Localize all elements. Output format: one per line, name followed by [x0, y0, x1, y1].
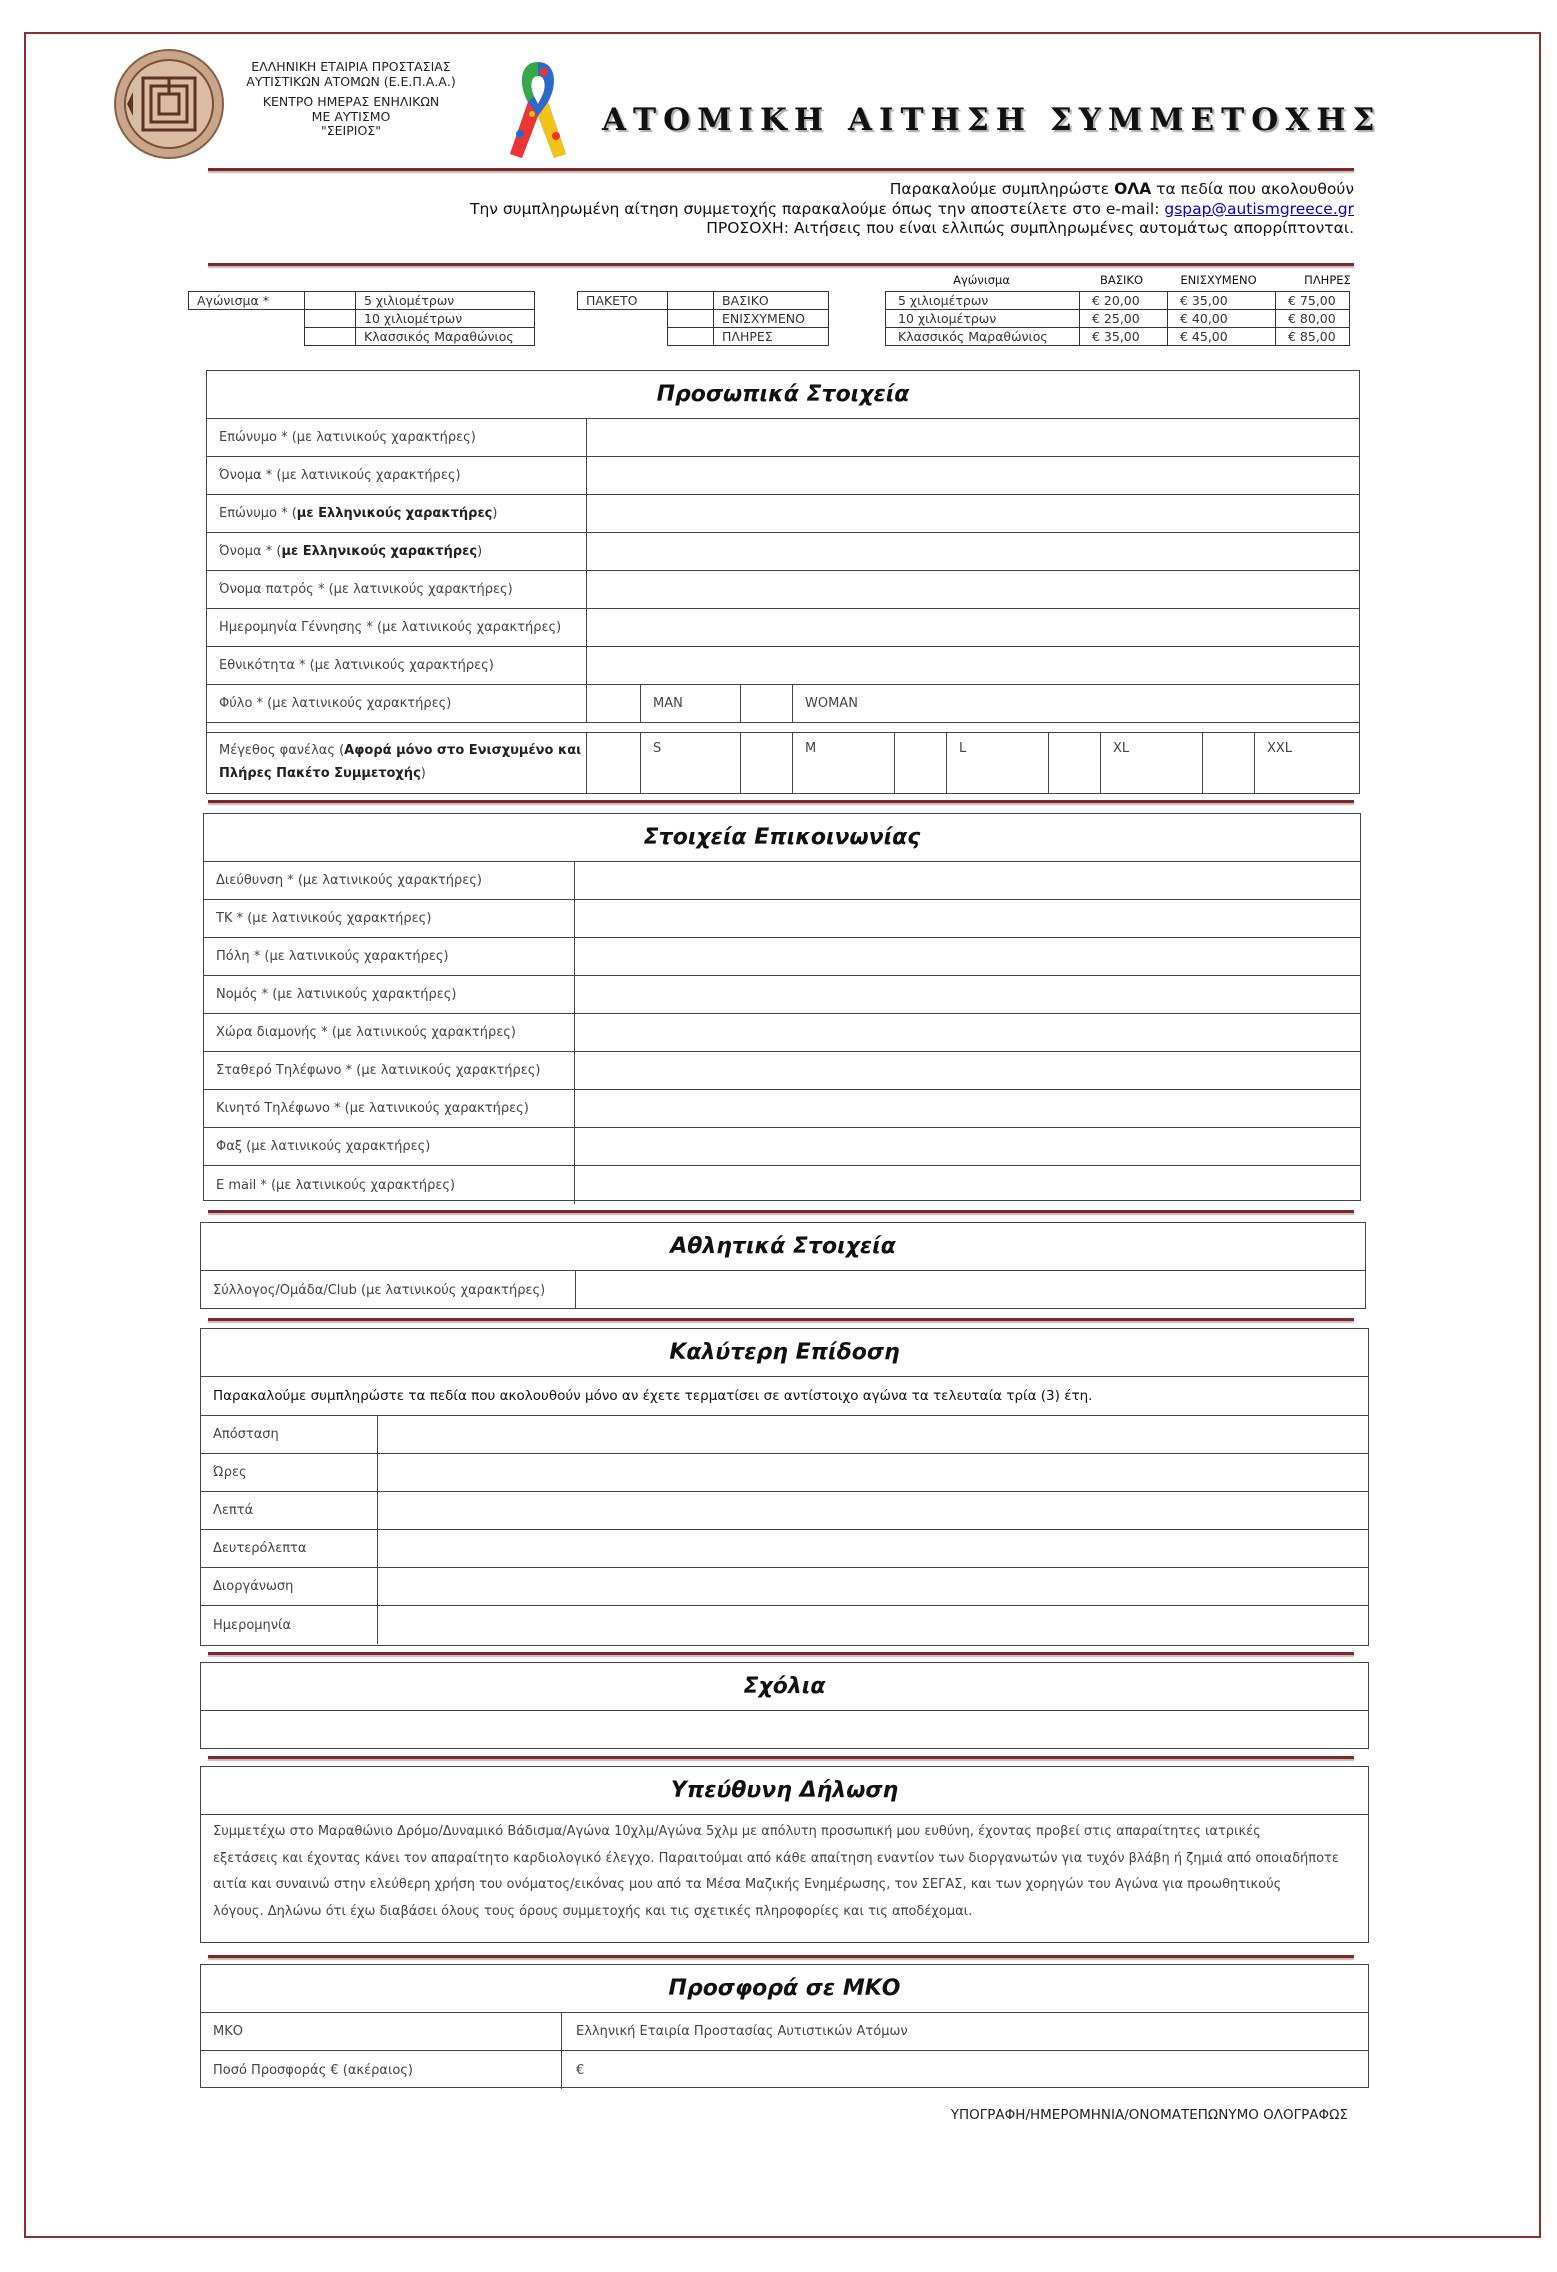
form-row — [201, 1454, 1368, 1492]
field-label: Ώρες — [201, 1454, 378, 1491]
race-label: Αγώνισμα * — [189, 292, 305, 310]
package-checkbox[interactable] — [668, 328, 714, 346]
note-row — [201, 1377, 1368, 1416]
form-row — [201, 1530, 1368, 1568]
text-field[interactable] — [378, 1530, 1368, 1567]
race-option: 5 χιλιομέτρων — [356, 292, 535, 310]
price-row — [886, 310, 1350, 328]
label-text: Όνομα * ( — [219, 544, 282, 559]
spacer — [189, 328, 305, 346]
package-option: ΕΝΙΣΧΥΜΕΝΟ — [714, 310, 829, 328]
field-label: Φαξ (με λατινικούς χαρακτήρες) — [204, 1128, 575, 1165]
instruction-line-1 — [470, 180, 1354, 200]
form-row — [201, 1606, 1368, 1644]
field-label: Απόσταση — [201, 1416, 378, 1453]
label-bold: με Ελληνικούς χαρακτήρες — [296, 506, 493, 521]
field-label: Χώρα διαμονής * (με λατινικούς χαρακτήρες) — [204, 1014, 575, 1051]
form-row — [207, 647, 1359, 685]
org-line: ΕΛΛΗΝΙΚΗ ΕΤΑΙΡΙΑ ΠΡΟΣΤΑΣΙΑΣ — [251, 59, 451, 74]
section-title: Καλύτερη Επίδοση — [201, 1329, 1368, 1377]
section-title: Σχόλια — [201, 1663, 1368, 1711]
form-row — [204, 1128, 1360, 1166]
form-row — [201, 1492, 1368, 1530]
price-cell: € 35,00 — [1168, 292, 1276, 310]
field-label: Φύλο * (με λατινικούς χαρακτήρες) — [207, 685, 587, 722]
label-text: Όνομα * (με λατινικούς χαρακτήρες) — [219, 468, 461, 483]
rule — [208, 1756, 1354, 1759]
rule — [208, 800, 1354, 803]
field-label — [207, 419, 587, 456]
size-checkbox[interactable] — [895, 733, 947, 793]
package-option: ΒΑΣΙΚΟ — [714, 292, 829, 310]
label-text: Όνομα πατρός * (με λατινικούς χαρακτήρες) — [219, 582, 513, 597]
size-checkbox[interactable] — [1049, 733, 1101, 793]
best-note: Παρακαλούμε συμπληρώστε τα πεδία που ακολουθούν μόνο αν έχετε τερματίσει σε αντίστοιχο αγώνα τα τελευταία τρία (3) έτη. — [213, 1388, 1093, 1404]
price-cell: € 75,00 — [1276, 292, 1350, 310]
text-field[interactable] — [587, 457, 1359, 494]
race-option: Κλασσικός Μαραθώνιος — [356, 328, 535, 346]
rule — [208, 168, 1354, 171]
rule — [208, 1210, 1354, 1213]
text-field[interactable] — [575, 1014, 1360, 1051]
label-text: Μέγεθος φανέλας ( — [219, 743, 345, 758]
personal-section — [206, 370, 1360, 794]
text-field[interactable] — [587, 533, 1359, 570]
field-label — [207, 457, 587, 494]
text-field[interactable] — [378, 1568, 1368, 1605]
field-label — [207, 733, 587, 793]
field-label — [207, 571, 587, 608]
gender-checkbox[interactable] — [587, 685, 641, 722]
shirt-size-row — [207, 733, 1359, 793]
form-row — [204, 862, 1360, 900]
comments-section — [200, 1662, 1369, 1749]
size-option: S — [641, 733, 741, 793]
declaration-text — [201, 1815, 1368, 1925]
instructions — [470, 180, 1354, 239]
contact-section — [203, 813, 1361, 1201]
rule — [208, 1955, 1354, 1958]
size-checkbox[interactable] — [587, 733, 641, 793]
best-performance-section — [200, 1328, 1369, 1646]
text-field[interactable] — [378, 1606, 1368, 1644]
instruction-line-2 — [470, 200, 1354, 220]
form-row — [204, 1166, 1360, 1204]
section-title: Προσφορά σε ΜΚΟ — [201, 1965, 1368, 2013]
text-field[interactable] — [575, 938, 1360, 975]
form-row — [204, 1014, 1360, 1052]
field-label — [207, 495, 587, 532]
section-title: Στοιχεία Επικοινωνίας — [204, 814, 1360, 862]
spacer — [578, 310, 668, 328]
price-cell: € 45,00 — [1168, 328, 1276, 346]
field-label: ΤΚ * (με λατινικούς χαρακτήρες) — [204, 900, 575, 937]
spacer — [189, 310, 305, 328]
race-checkbox[interactable] — [305, 328, 356, 346]
autism-ribbon-icon — [498, 54, 578, 162]
size-option: XXL — [1267, 741, 1293, 756]
field-label: Σύλλογος/Ομάδα/Club (με λατινικούς χαρακτήρες) — [201, 1271, 576, 1309]
form-row — [204, 1090, 1360, 1128]
declaration-line: αιτία και συναινώ στην ελεύθερη χρήση του ονόματος/εικόνας μου από τα Μέσα Μαζικής Ενημέρωσης, τον ΣΕΓΑΣ, και των χορηγών του Αγώνα για προωθητικούς — [213, 1877, 1282, 1892]
field-label: Λεπτά — [201, 1492, 378, 1529]
instr-text: τα πεδία που ακολουθούν — [1151, 180, 1354, 198]
price-table — [885, 291, 1350, 346]
spacer — [578, 328, 668, 346]
form-title: ΑΤΟΜΙΚΗ ΑΙΤΗΣΗ ΣΥΜΜΕΤΟΧΗΣ — [602, 102, 1382, 138]
package-table — [577, 291, 829, 346]
field-label: Δευτερόλεπτα — [201, 1530, 378, 1567]
form-row — [207, 457, 1359, 495]
text-field[interactable] — [576, 1271, 1365, 1309]
declaration-section — [200, 1766, 1369, 1943]
org-line: "ΣΕΙΡΙΟΣ" — [321, 123, 381, 138]
price-cell: Κλασσικός Μαραθώνιος — [886, 328, 1080, 346]
instr-bold: ΟΛΑ — [1114, 180, 1152, 198]
label-text: Επώνυμο * ( — [219, 506, 297, 521]
package-option: ΠΛΗΡΕΣ — [714, 328, 829, 346]
form-row — [207, 609, 1359, 647]
form-row — [201, 1416, 1368, 1454]
text-field[interactable] — [587, 571, 1359, 608]
org-line: ΑΥΤΙΣΤΙΚΩΝ ΑΤΟΜΩΝ (Ε.Ε.Π.Α.Α.) — [246, 73, 456, 89]
price-cell: € 40,00 — [1168, 310, 1276, 328]
form-row — [204, 1052, 1360, 1090]
size-checkbox[interactable] — [741, 733, 793, 793]
label-bold: Αφορά μόνο στο Ενισχυμένο και Πλήρες Πακέτο Συμμετοχής — [219, 743, 582, 781]
text-field[interactable] — [587, 647, 1359, 684]
label-text: ) — [477, 544, 483, 559]
text-field[interactable] — [575, 1128, 1360, 1165]
text-field[interactable] — [587, 495, 1359, 532]
org-name-block — [236, 60, 466, 139]
text-field[interactable] — [575, 1166, 1360, 1204]
ngo-value: Ελληνική Εταιρία Προστασίας Αυτιστικών Ατόμων — [576, 2024, 908, 2039]
form-row — [204, 976, 1360, 1014]
field-label: Πόλη * (με λατινικούς χαρακτήρες) — [204, 938, 575, 975]
form-row — [207, 495, 1359, 533]
instr-text: Την συμπληρωμένη αίτηση συμμετοχής παρακαλούμε όπως την αποστείλετε στο e-mail: — [469, 199, 1165, 218]
label-text: Ημερομηνία Γέννησης * (με λατινικούς χαρακτήρες) — [219, 620, 562, 635]
rule — [208, 263, 1354, 266]
field-label — [207, 609, 587, 646]
price-cell: 5 χιλιομέτρων — [886, 292, 1080, 310]
price-cell: 10 χιλιομέτρων — [886, 310, 1080, 328]
text-field[interactable] — [587, 609, 1359, 646]
amount-field[interactable]: € — [576, 2062, 585, 2078]
text-field[interactable] — [575, 1090, 1360, 1127]
price-header: ΕΝΙΣΧΥΜΕΝΟ — [1180, 273, 1257, 287]
size-option: M — [793, 733, 895, 793]
donation-section — [200, 1964, 1369, 2088]
form-row — [204, 938, 1360, 976]
instruction-line-3: ΠΡΟΣΟΧΗ: Αιτήσεις που είναι ελλιπώς συμπληρωμένες αυτομάτως απορρίπτονται. — [706, 219, 1354, 237]
price-header: Αγώνισμα — [953, 273, 1010, 287]
race-option: 10 χιλιομέτρων — [356, 310, 535, 328]
label-bold: με Ελληνικούς χαρακτήρες — [281, 544, 478, 559]
text-field[interactable] — [575, 900, 1360, 937]
label-text: ) — [420, 766, 426, 781]
rule — [208, 1652, 1354, 1655]
field-label: Νομός * (με λατινικούς χαρακτήρες) — [204, 976, 575, 1013]
form-row — [201, 2013, 1368, 2051]
package-label: ΠΑΚΕΤΟ — [578, 292, 668, 310]
gender-row — [207, 685, 1359, 723]
price-cell: € 85,00 — [1276, 328, 1350, 346]
gender-option: MAN — [641, 685, 741, 722]
org-line: ΜΕ ΑΥΤΙΣΜΟ — [311, 108, 391, 124]
size-option: L — [947, 733, 1049, 793]
package-checkbox[interactable] — [668, 310, 714, 328]
price-row — [886, 328, 1350, 346]
form-row — [201, 1271, 1365, 1309]
size-option: XL — [1101, 733, 1203, 793]
section-title: Αθλητικά Στοιχεία — [201, 1223, 1365, 1271]
text-field[interactable] — [575, 1052, 1360, 1089]
price-header: ΒΑΣΙΚΟ — [1099, 273, 1143, 287]
field-label — [207, 533, 587, 570]
field-label: Κινητό Τηλέφωνο * (με λατινικούς χαρακτήρες) — [204, 1090, 575, 1127]
field-label: ΜΚΟ — [201, 2013, 562, 2050]
text-field[interactable] — [575, 862, 1360, 899]
field-label: Διοργάνωση — [201, 1568, 378, 1605]
field-label: Ποσό Προσφοράς € (ακέραιος) — [201, 2051, 562, 2089]
spacer-row — [207, 723, 1359, 733]
declaration-line: λόγους. Δηλώνω ότι έχω διαβάσει όλους τους όρους συμμετοχής και τις σχετικές πληροφορίες και τις αποδέχομαι. — [213, 1903, 973, 1919]
field-label: E mail * (με λατινικούς χαρακτήρες) — [204, 1166, 575, 1204]
field-label: Διεύθυνση * (με λατινικούς χαρακτήρες) — [204, 862, 575, 899]
section-title: Υπεύθυνη Δήλωση — [201, 1767, 1368, 1815]
form-row — [201, 2051, 1368, 2089]
price-cell: € 80,00 — [1276, 310, 1350, 328]
org-seal-logo — [113, 48, 225, 160]
race-table — [188, 291, 535, 346]
section-title: Προσωπικά Στοιχεία — [207, 371, 1359, 419]
price-cell: € 20,00 — [1080, 292, 1168, 310]
form-row — [207, 533, 1359, 571]
instr-text: Παρακαλούμε συμπληρώστε — [889, 180, 1115, 198]
text-field[interactable] — [575, 976, 1360, 1013]
size-checkbox[interactable] — [1203, 733, 1255, 793]
org-line: ΚΕΝΤΡΟ ΗΜΕΡΑΣ ΕΝΗΛΙΚΩΝ — [262, 94, 440, 109]
form-row — [201, 1568, 1368, 1606]
price-row — [886, 292, 1350, 310]
price-header: ΠΛΗΡΕΣ — [1304, 273, 1351, 287]
declaration-line: Συμμετέχω στο Μαραθώνιο Δρόμο/Δυναμικό Βάδισμα/Αγώνα 10χλμ/Αγώνα 5χλμ με απόλυτη προσωπική μου ευθύνη, έχοντας προβεί στις απαραίτητες ιατρικές — [213, 1824, 1261, 1839]
declaration-line: εξετάσεις και έχοντας κάνει τον απαραίτητο καρδιολογικό έλεγχο. Παραιτούμαι από κάθε απαίτηση εναντίον των διοργανωτών για τυχόν βλάβη ή ζημιά από οποιαδήποτε — [213, 1850, 1339, 1866]
form-row — [207, 419, 1359, 457]
label-text: ) — [492, 506, 498, 521]
field-label: Σταθερό Τηλέφωνο * (με λατινικούς χαρακτήρες) — [204, 1052, 575, 1089]
race-checkbox[interactable] — [305, 310, 356, 328]
field-label — [207, 647, 587, 684]
text-field[interactable] — [587, 419, 1359, 456]
form-row — [207, 571, 1359, 609]
comments-field[interactable] — [201, 1711, 1368, 1749]
field-label: Ημερομηνία — [201, 1606, 378, 1644]
text-field[interactable] — [378, 1416, 1368, 1453]
text-field[interactable] — [378, 1454, 1368, 1491]
gender-checkbox[interactable] — [741, 685, 793, 722]
email-link[interactable]: gspap@autismgreece.gr — [1164, 199, 1354, 218]
label-text: Εθνικότητα * (με λατινικούς χαρακτήρες) — [219, 658, 494, 673]
gender-option: WOMAN — [805, 696, 858, 711]
package-checkbox[interactable] — [668, 292, 714, 310]
text-field[interactable] — [378, 1492, 1368, 1529]
form-row — [204, 900, 1360, 938]
race-checkbox[interactable] — [305, 292, 356, 310]
price-cell: € 25,00 — [1080, 310, 1168, 328]
price-headers — [885, 273, 1383, 287]
label-text: Επώνυμο * (με λατινικούς χαρακτήρες) — [219, 430, 476, 445]
signature-line: ΥΠΟΓΡΑΦΗ/ΗΜΕΡΟΜΗΝΙΑ/ΟΝΟΜΑΤΕΠΩΝΥΜΟ ΟΛΟΓΡΑΦΩΣ — [950, 2107, 1348, 2123]
athletic-section — [200, 1222, 1366, 1309]
price-cell: € 35,00 — [1080, 328, 1168, 346]
rule — [208, 1318, 1354, 1321]
